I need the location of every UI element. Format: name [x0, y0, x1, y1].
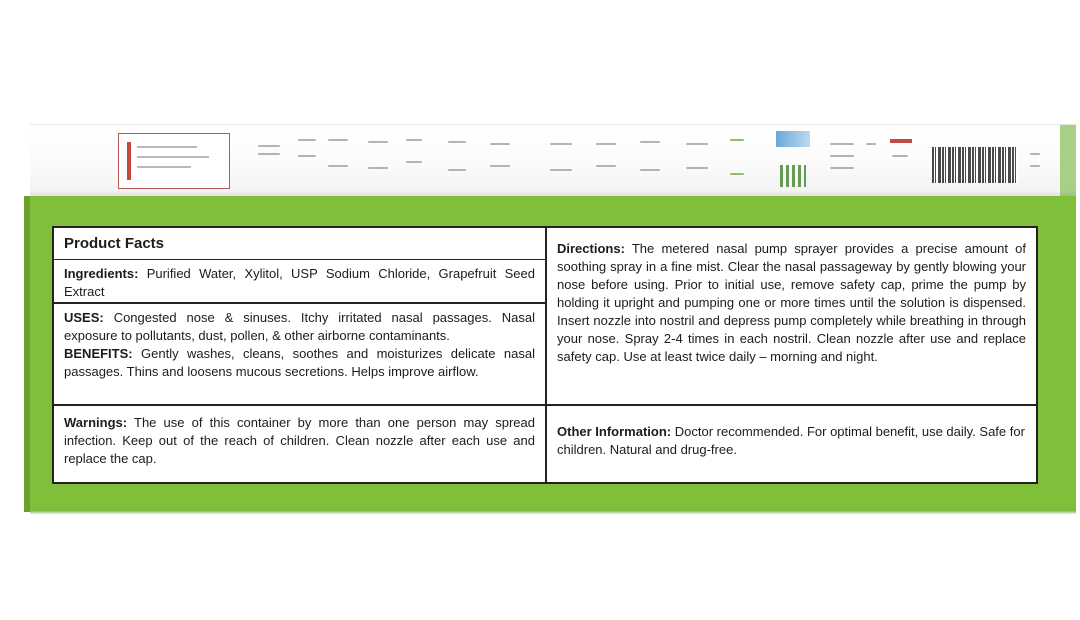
ingredients-text: Purified Water, Xylitol, USP Sodium Chloride, Grapefruit Seed Extract — [64, 266, 535, 299]
warnings-text: The use of this container by more than one person may spread infection. Keep out of the reach of children. Clean nozzle after each use and replace the cap. — [64, 415, 535, 466]
stamp-print-line — [137, 156, 209, 158]
fine-print — [368, 167, 388, 169]
fine-print — [830, 167, 854, 169]
uses-text: Congested nose & sinuses. Itchy irritated nasal passages. Nasal exposure to pollutants, dust, pollen, & other airborne contaminants. — [64, 310, 536, 343]
fine-print — [298, 139, 316, 141]
fine-print — [686, 143, 708, 145]
stamp-accent — [127, 142, 131, 180]
fine-print — [550, 169, 572, 171]
fine-print — [866, 143, 876, 145]
fine-print — [258, 145, 280, 147]
ingredients-label: Ingredients: — [64, 266, 139, 281]
stamp-print-line — [137, 166, 191, 168]
fine-print — [1030, 153, 1040, 155]
fine-print — [406, 161, 422, 163]
fine-print — [298, 155, 316, 157]
fine-print — [328, 165, 348, 167]
brand-wordmark-icon — [780, 165, 806, 187]
directions-text: The metered nasal pump sprayer provides a precise amount of soothing spray in a fine mist. Clear the nasal passageway by gently blowing your nose before using. Prior to initial use, remove safety cap, prime the pump by holding it upright and pumping one or more times until the solution is dispensed. Insert nozzle into nostril and depress pump completely while breathing in through your nose. Spray 2-4 times in each nostril. Clean nozzle after use and replace safety cap. Use at least twice daily – morning and night. — [557, 241, 1026, 364]
fine-print — [550, 143, 572, 145]
fine-print — [830, 143, 854, 145]
fine-print — [368, 141, 388, 143]
barcode-icon — [932, 147, 1018, 183]
brand-stamp-icon — [118, 133, 230, 189]
uses-paragraph — [64, 309, 535, 345]
fine-print — [640, 169, 660, 171]
benefits-text: Gently washes, cleans, soothes and moisturizes delicate nasal passages. Thins and loosens mucous secretions. Helps improve airflow. — [64, 346, 535, 379]
facts-right-column — [547, 228, 1036, 482]
fine-print — [730, 139, 744, 141]
box-top-face — [30, 124, 1076, 197]
stamp-print-line — [137, 146, 197, 148]
panel-bottom-edge — [30, 510, 1076, 514]
fine-print — [1030, 165, 1040, 167]
other-information-section — [547, 406, 1036, 482]
warnings-section — [54, 406, 545, 482]
other-information-text: Doctor recommended. For optimal benefit, use daily. Safe for children. Natural and drug-free. — [557, 424, 1025, 457]
directions-label: Directions: — [557, 241, 625, 256]
brand-logo-icon — [776, 131, 810, 147]
uses-benefits-section — [54, 304, 545, 406]
fine-print — [258, 153, 280, 155]
facts-heading: Product Facts — [54, 228, 545, 260]
benefits-paragraph — [64, 345, 535, 381]
warnings-label: Warnings: — [64, 415, 128, 430]
fine-print — [596, 165, 616, 167]
fine-print — [892, 155, 908, 157]
fine-print — [406, 139, 422, 141]
fine-print — [448, 141, 466, 143]
fine-print — [490, 165, 510, 167]
fine-print — [640, 141, 660, 143]
ingredients-section — [54, 260, 545, 304]
benefits-label: BENEFITS: — [64, 346, 133, 361]
fine-print — [328, 139, 348, 141]
fine-print — [596, 143, 616, 145]
fine-print — [490, 143, 510, 145]
fine-print — [686, 167, 708, 169]
fine-print — [448, 169, 466, 171]
other-information-label: Other Information: — [557, 424, 672, 439]
fine-print — [830, 155, 854, 157]
uses-label: USES: — [64, 310, 104, 325]
facts-left-column — [54, 228, 547, 482]
fine-print — [730, 173, 744, 175]
recycle-mark-icon — [890, 139, 912, 143]
directions-section — [547, 228, 1036, 406]
product-facts-label — [52, 226, 1038, 484]
top-green-strip — [1060, 125, 1076, 197]
